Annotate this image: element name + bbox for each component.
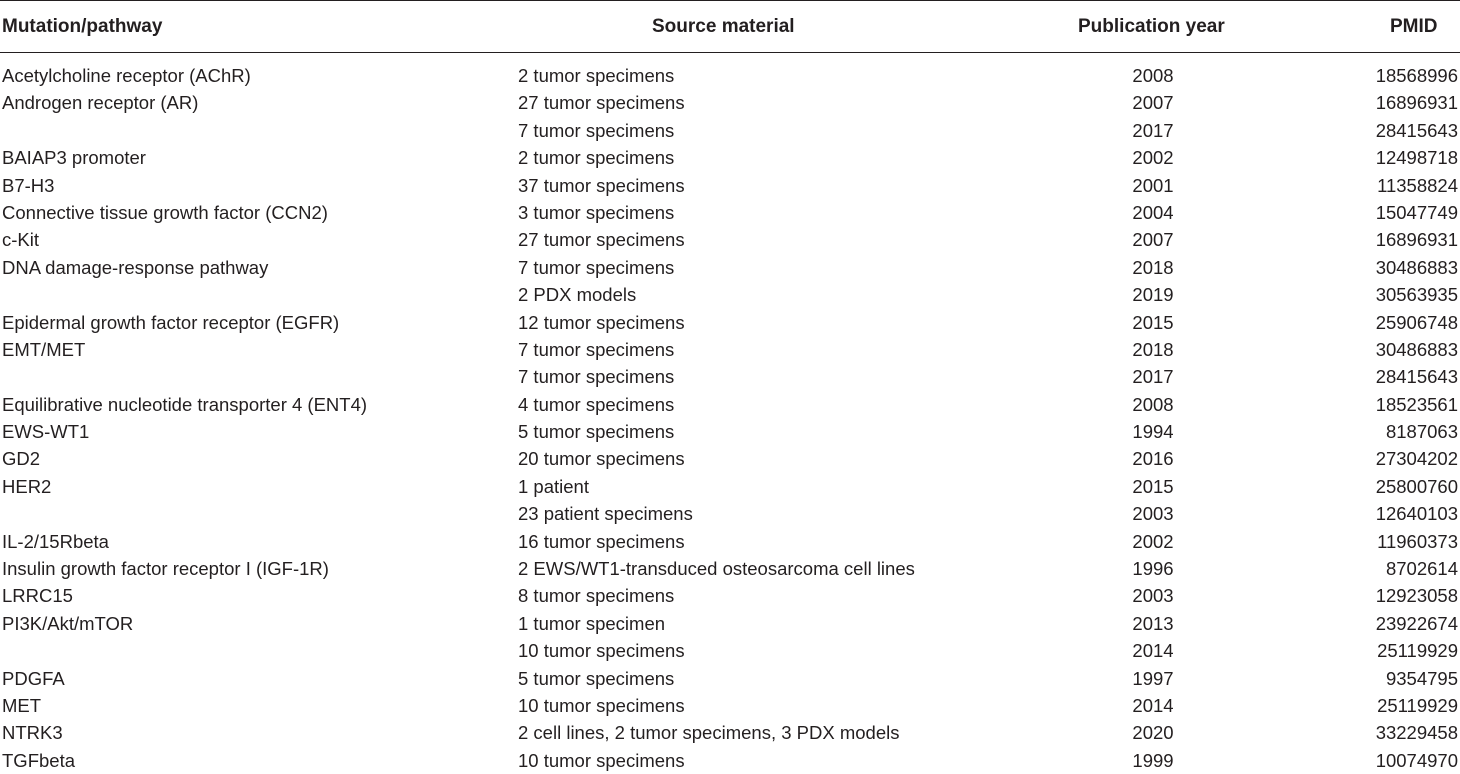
cell-pmid: 18523561 — [1375, 393, 1458, 415]
cell-mutation: Equilibrative nucleotide transporter 4 (ENT4) — [2, 393, 368, 415]
cell-mutation: HER2 — [2, 475, 52, 497]
cell-mutation: GD2 — [2, 448, 41, 470]
table-header — [0, 0, 1460, 52]
cell-mutation: EWS-WT1 — [2, 421, 90, 443]
cell-year: 2007 — [1132, 229, 1174, 251]
cell-year: 2014 — [1132, 640, 1174, 662]
cell-source: 27 tumor specimens — [518, 229, 685, 251]
cell-year: 2002 — [1132, 530, 1174, 552]
cell-pmid: 11960373 — [1377, 530, 1458, 552]
cell-pmid: 12640103 — [1375, 503, 1458, 525]
cell-year: 2002 — [1132, 147, 1174, 169]
cell-year: 1996 — [1132, 558, 1174, 580]
cell-source: 5 tumor specimens — [518, 667, 675, 689]
cell-source: 27 tumor specimens — [518, 92, 685, 114]
cell-source: 7 tumor specimens — [518, 366, 675, 388]
table-row — [0, 117, 1460, 144]
cell-pmid: 10074970 — [1375, 749, 1458, 771]
cell-pmid: 28415643 — [1375, 119, 1458, 141]
cell-pmid: 12498718 — [1375, 147, 1458, 169]
header-year: Publication year — [1078, 16, 1225, 37]
table-row — [0, 144, 1460, 171]
table-row — [0, 62, 1460, 89]
cell-mutation: c-Kit — [2, 229, 39, 251]
cell-source: 10 tumor specimens — [518, 749, 685, 771]
cell-pmid: 33229458 — [1375, 722, 1458, 744]
cell-source: 2 cell lines, 2 tumor specimens, 3 PDX models — [518, 722, 900, 744]
cell-pmid: 25119929 — [1377, 694, 1458, 716]
table-row — [0, 582, 1460, 609]
cell-year: 2003 — [1132, 503, 1174, 525]
cell-mutation: MET — [2, 694, 42, 716]
cell-mutation: PI3K/Akt/mTOR — [2, 612, 134, 634]
cell-year: 2018 — [1132, 338, 1174, 360]
cell-mutation: EMT/MET — [2, 338, 86, 360]
table-row — [0, 500, 1460, 527]
cell-year: 2015 — [1132, 475, 1174, 497]
cell-year: 2018 — [1132, 256, 1174, 278]
cell-mutation: IL-2/15Rbeta — [2, 530, 109, 552]
table-row — [0, 254, 1460, 281]
cell-source: 8 tumor specimens — [518, 585, 675, 607]
table-row — [0, 719, 1460, 746]
cell-source: 23 patient specimens — [518, 503, 693, 525]
table-row — [0, 89, 1460, 116]
table-row — [0, 309, 1460, 336]
cell-year: 2008 — [1132, 393, 1174, 415]
cell-mutation: Acetylcholine receptor (AChR) — [2, 65, 251, 86]
cell-mutation: BAIAP3 promoter — [2, 147, 146, 169]
cell-source: 7 tumor specimens — [518, 119, 675, 141]
cell-source: 4 tumor specimens — [518, 393, 675, 415]
cell-pmid: 9354795 — [1385, 667, 1458, 689]
table-row — [0, 226, 1460, 253]
cell-mutation: LRRC15 — [2, 585, 73, 607]
cell-mutation: B7-H3 — [2, 174, 55, 196]
header-rule — [0, 52, 1460, 53]
cell-pmid: 25906748 — [1375, 311, 1458, 333]
table-row — [0, 336, 1460, 363]
cell-year: 2017 — [1132, 119, 1174, 141]
cell-year: 2008 — [1132, 65, 1174, 86]
table-row — [0, 665, 1460, 692]
cell-source: 37 tumor specimens — [518, 174, 685, 196]
cell-pmid: 28415643 — [1375, 366, 1458, 388]
cell-pmid: 16896931 — [1375, 92, 1458, 114]
cell-year: 2019 — [1132, 284, 1174, 306]
table-row — [0, 418, 1460, 445]
cell-mutation: Connective tissue growth factor (CCN2) — [2, 201, 328, 223]
cell-year: 2015 — [1132, 311, 1174, 333]
cell-mutation: PDGFA — [2, 667, 65, 689]
header-source: Source material — [652, 16, 795, 37]
cell-year: 2014 — [1132, 694, 1174, 716]
cell-source: 2 EWS/WT1-transduced osteosarcoma cell lines — [518, 558, 915, 580]
table-row — [0, 363, 1460, 390]
cell-source: 3 tumor specimens — [518, 201, 675, 223]
table-row — [0, 637, 1460, 664]
cell-source: 16 tumor specimens — [518, 530, 685, 552]
cell-pmid: 30486883 — [1375, 338, 1458, 360]
cell-year: 1994 — [1132, 421, 1174, 443]
cell-source: 10 tumor specimens — [518, 694, 685, 716]
cell-source: 2 PDX models — [518, 284, 637, 306]
table-body — [0, 62, 1460, 774]
cell-pmid: 11358824 — [1377, 174, 1458, 196]
table-row — [0, 281, 1460, 308]
cell-year: 2003 — [1132, 585, 1174, 607]
cell-year: 1997 — [1132, 667, 1174, 689]
cell-pmid: 30563935 — [1375, 284, 1458, 306]
cell-mutation: DNA damage-response pathway — [2, 256, 269, 278]
table-row — [0, 555, 1460, 582]
cell-year: 2016 — [1132, 448, 1174, 470]
cell-mutation: NTRK3 — [2, 722, 63, 744]
cell-pmid: 16896931 — [1375, 229, 1458, 251]
cell-source: 2 tumor specimens — [518, 147, 675, 169]
cell-source: 2 tumor specimens — [518, 65, 675, 86]
cell-pmid: 8187063 — [1385, 421, 1458, 443]
cell-source: 12 tumor specimens — [518, 311, 685, 333]
table-row — [0, 445, 1460, 472]
table-row — [0, 528, 1460, 555]
cell-mutation: Androgen receptor (AR) — [2, 92, 199, 114]
cell-pmid: 27304202 — [1375, 448, 1458, 470]
cell-pmid: 8702614 — [1385, 558, 1458, 580]
table-row — [0, 747, 1460, 774]
cell-pmid: 15047749 — [1375, 201, 1458, 223]
cell-pmid: 25800760 — [1375, 475, 1458, 497]
cell-year: 2001 — [1132, 174, 1174, 196]
cell-year: 2007 — [1132, 92, 1174, 114]
header-pmid: PMID — [1390, 16, 1438, 37]
cell-source: 20 tumor specimens — [518, 448, 685, 470]
cell-pmid: 30486883 — [1375, 256, 1458, 278]
cell-source: 1 patient — [518, 475, 589, 497]
cell-year: 2020 — [1132, 722, 1174, 744]
cell-year: 2013 — [1132, 612, 1174, 634]
cell-source: 7 tumor specimens — [518, 338, 675, 360]
table-row — [0, 172, 1460, 199]
table-row — [0, 199, 1460, 226]
cell-mutation: Epidermal growth factor receptor (EGFR) — [2, 311, 340, 333]
cell-pmid: 23922674 — [1375, 612, 1458, 634]
cell-pmid: 25119929 — [1377, 640, 1458, 662]
cell-pmid: 12923058 — [1375, 585, 1458, 607]
cell-year: 1999 — [1132, 749, 1174, 771]
table-row — [0, 391, 1460, 418]
cell-mutation: TGFbeta — [2, 749, 75, 771]
cell-source: 1 tumor specimen — [518, 612, 666, 634]
cell-year: 2004 — [1132, 201, 1174, 223]
cell-mutation: Insulin growth factor receptor I (IGF-1R) — [2, 558, 329, 580]
cell-pmid: 18568996 — [1375, 65, 1458, 86]
header-mutation: Mutation/pathway — [2, 16, 163, 37]
cell-source: 10 tumor specimens — [518, 640, 685, 662]
cell-source: 5 tumor specimens — [518, 421, 675, 443]
cell-year: 2017 — [1132, 366, 1174, 388]
table-row — [0, 473, 1460, 500]
table-row — [0, 692, 1460, 719]
table-row — [0, 610, 1460, 637]
cell-source: 7 tumor specimens — [518, 256, 675, 278]
